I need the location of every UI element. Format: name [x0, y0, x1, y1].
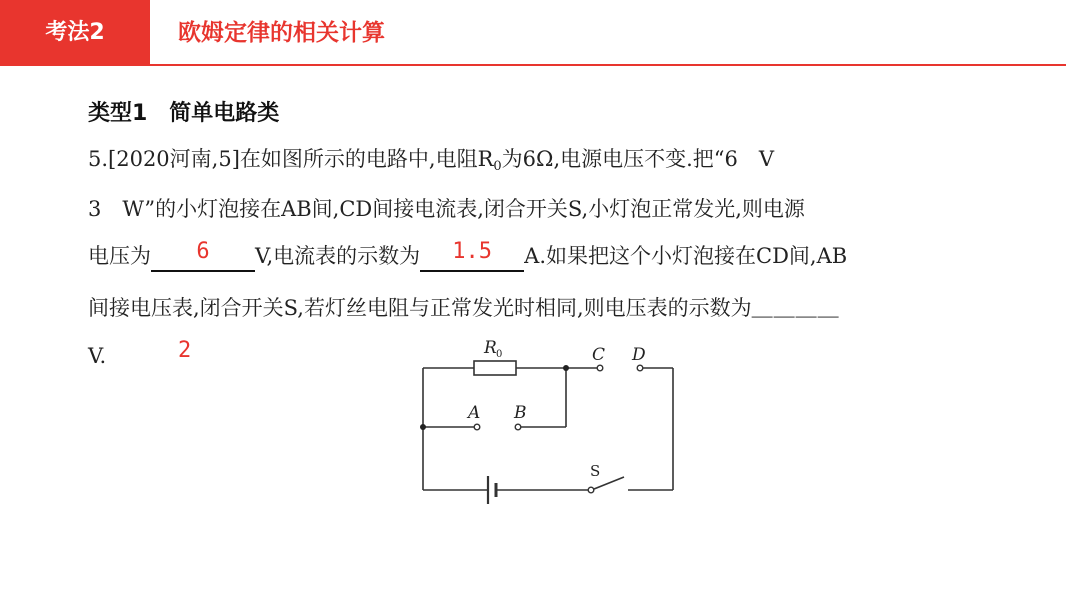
- header-bar: [0, 0, 1066, 66]
- question-text: A.如果把这个小灯泡接在CD间,AB: [524, 244, 848, 268]
- question-text: 电压为: [88, 244, 151, 268]
- junction-dot: [420, 424, 426, 430]
- switch-terminal: [588, 487, 594, 493]
- label-b: B: [514, 403, 527, 423]
- answer-voltage: 6: [196, 239, 210, 264]
- junction-dot: [563, 365, 569, 371]
- label-a: A: [468, 403, 481, 423]
- switch-blade: [594, 477, 624, 489]
- method-tag: 考法2: [0, 0, 150, 66]
- question-text: 5.[2020河南,5]在如图所示的电路中,电阻R: [88, 147, 494, 171]
- label-d: D: [632, 345, 646, 365]
- question-text: 3 W”的小灯泡接在AB间,CD间接电流表,闭合开关S,小灯泡正常发光,则电源: [88, 197, 805, 221]
- terminal-d: [637, 365, 643, 371]
- question-text: 为6Ω,电源电压不变.把“6 V: [501, 147, 775, 171]
- resistor-r0: [474, 361, 516, 375]
- question-text: 间接电压表,闭合开关S,若灯丝电阻与正常发光时相同,则电压表的示数为: [88, 296, 752, 320]
- resistor-label-sub: 0: [496, 349, 503, 360]
- answer-blank-voltage: [151, 239, 255, 272]
- answer-voltmeter: 2: [178, 338, 192, 363]
- terminal-c: [597, 365, 603, 371]
- resistor-subscript: 0: [493, 159, 502, 174]
- question-line-4: [88, 292, 840, 324]
- label-c: C: [592, 345, 606, 365]
- answer-blank-voltmeter: ＿＿＿＿: [751, 296, 840, 320]
- answer-blank-current: [420, 239, 524, 272]
- question-line-5: [88, 340, 106, 372]
- label-s: S: [590, 462, 601, 480]
- section-heading: 类型1 简单电路类: [88, 101, 280, 126]
- question-line-2: [88, 193, 805, 225]
- answer-current: 1.5: [452, 239, 493, 264]
- header-divider: [150, 64, 1066, 66]
- page-title: 欧姆定律的相关计算: [178, 20, 385, 46]
- terminal-b: [515, 424, 521, 430]
- question-line-1: [88, 143, 774, 175]
- terminal-a: [474, 424, 480, 430]
- resistor-label: R: [484, 338, 497, 358]
- question-text: V.: [88, 344, 107, 368]
- question-line-3: [88, 240, 847, 272]
- question-text: V,电流表的示数为: [255, 244, 421, 268]
